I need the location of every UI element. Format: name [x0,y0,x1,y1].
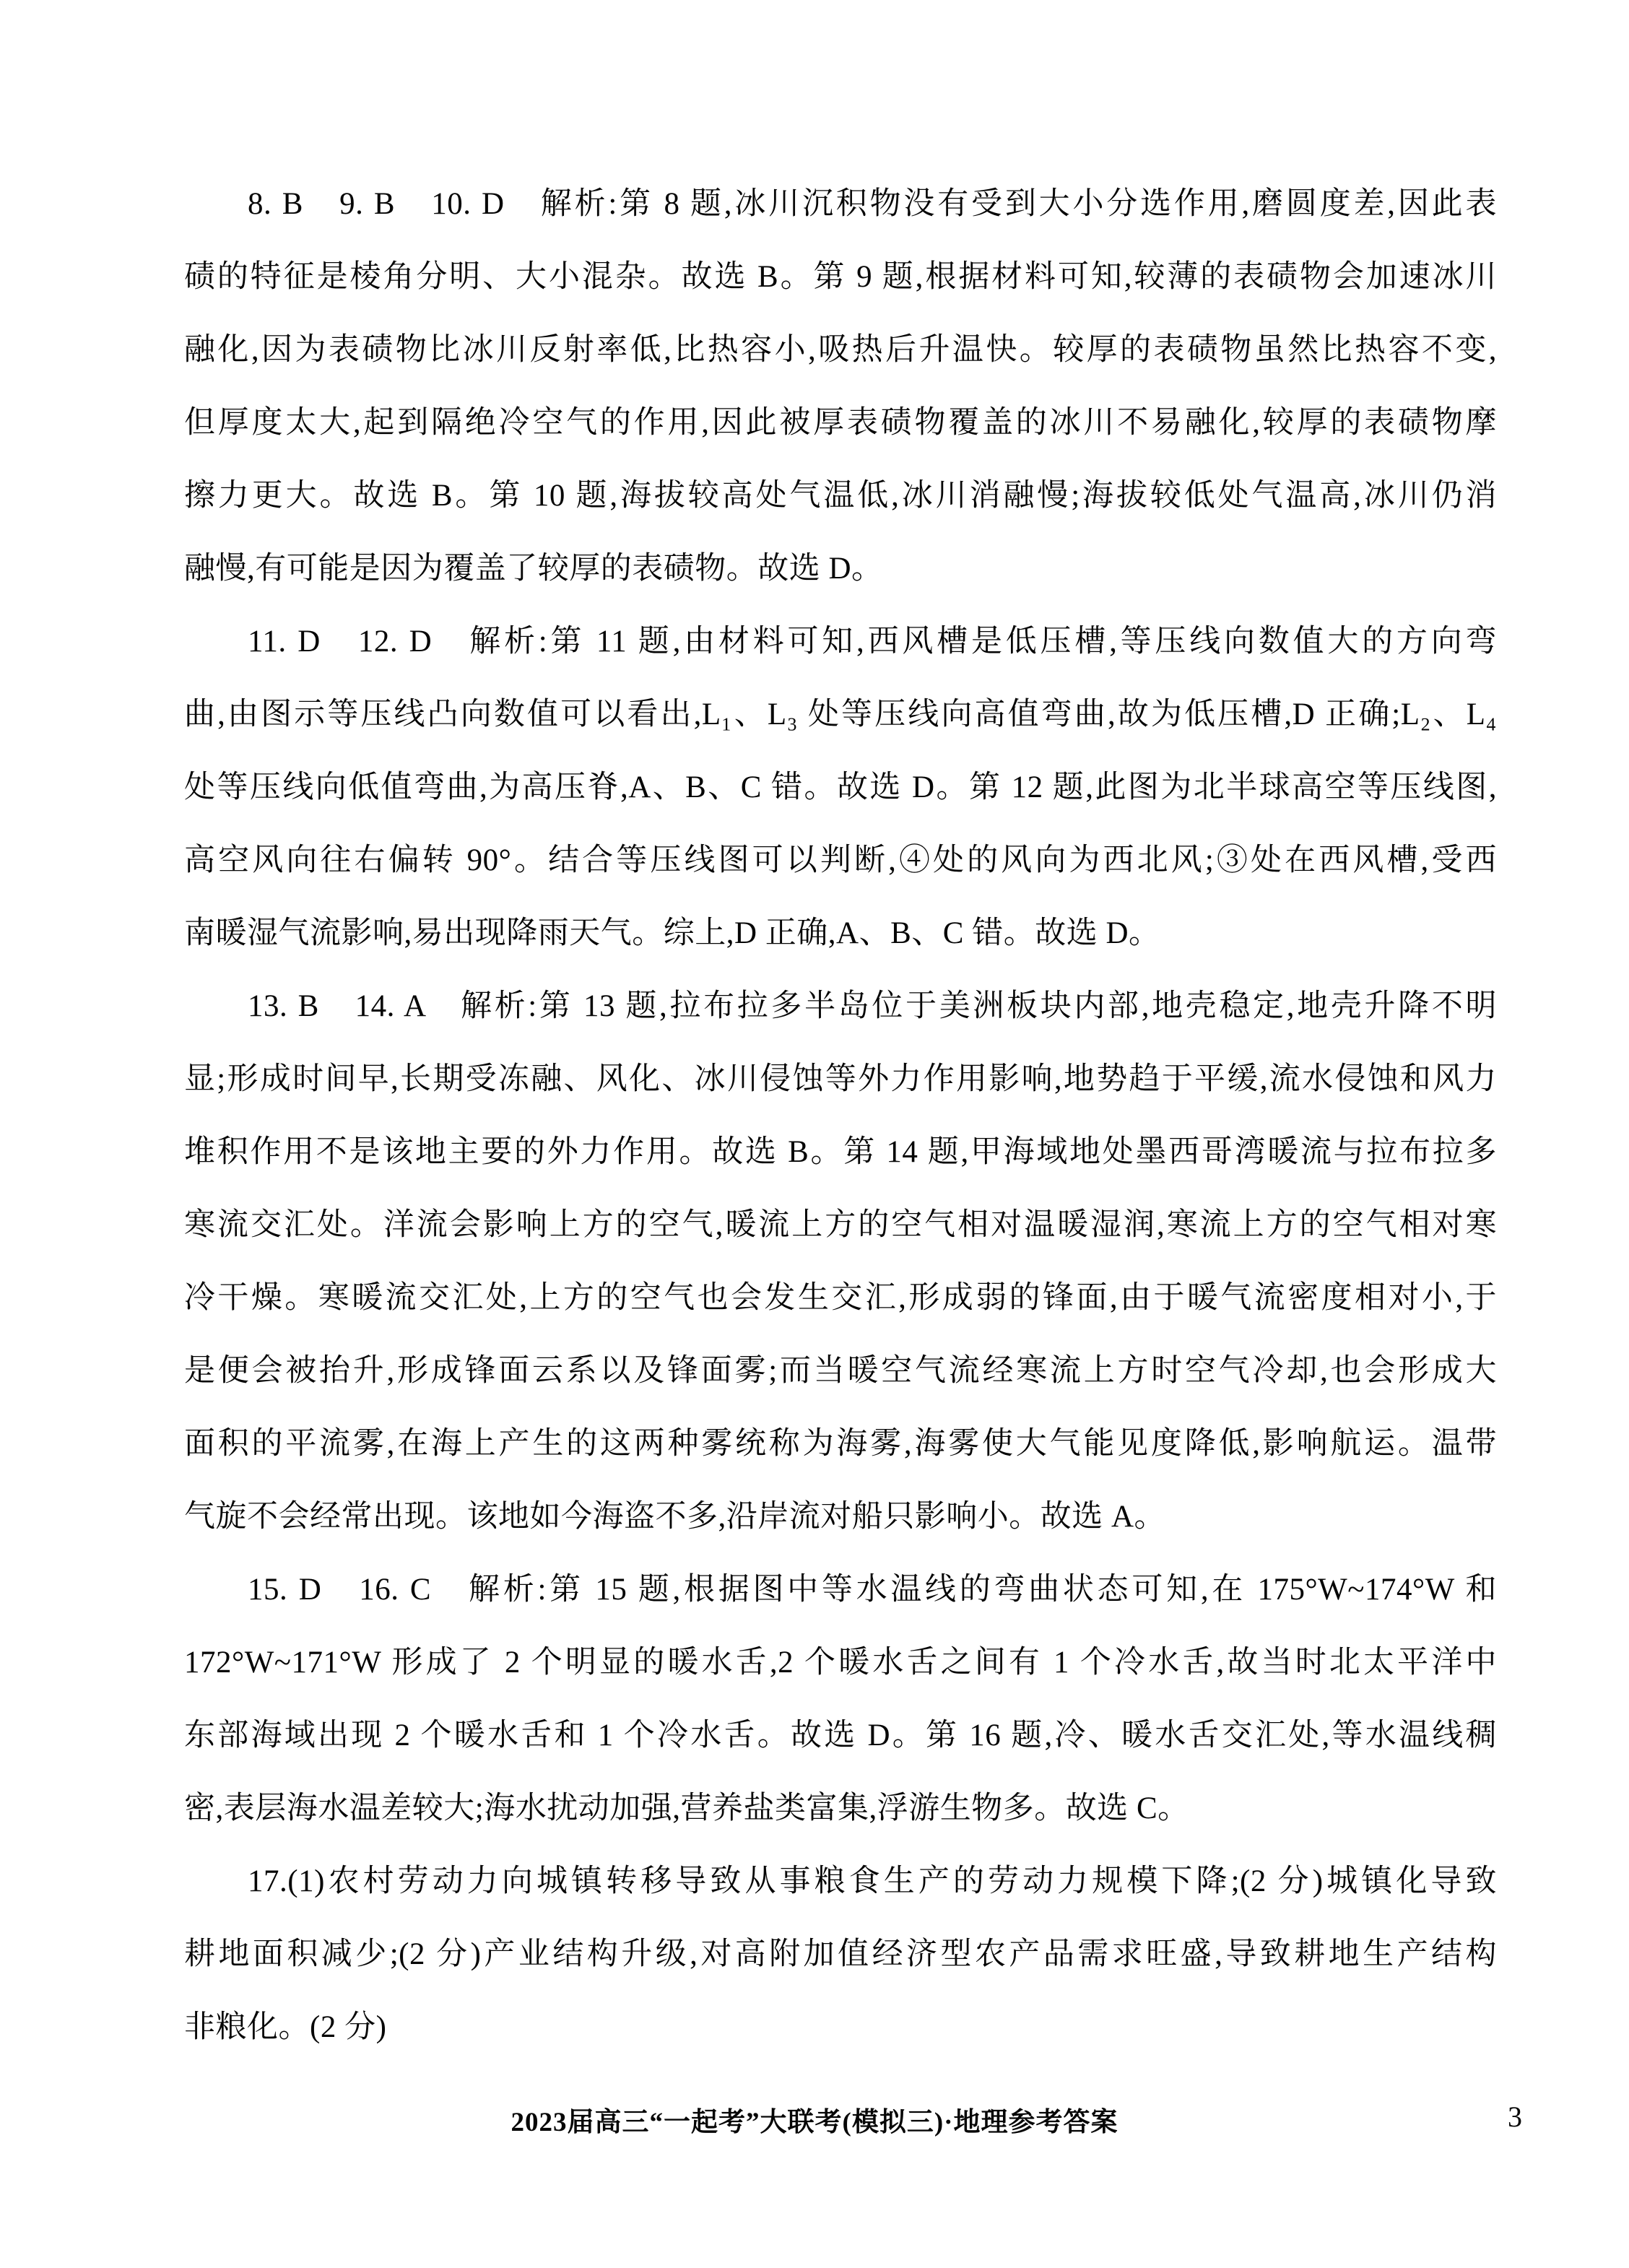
text-line: 13. B 14. A 解析:第 13 题,拉布拉多半岛位于美洲板块内部,地壳稳定,地壳升降不明 [248,989,1497,1023]
text-line: 是便会被抬升,形成锋面云系以及锋面雾;而当暖空气流经寒流上方时空气冷却,也会形成大 [184,1354,1497,1388]
text-line: 非粮化。(2 分) [184,2010,387,2044]
text-line: 但厚度太大,起到隔绝冷空气的作用,因此被厚表碛物覆盖的冰川不易融化,较厚的表碛物摩 [184,406,1497,440]
text-line: 处等压线向低值弯曲,为高压脊,A、B、C 错。故选 D。第 12 题,此图为北半球高空等压线图, [184,770,1497,804]
text-line: 气旋不会经常出现。该地如今海盗不多,沿岸流对船只影响小。故选 A。 [184,1500,1166,1534]
text-line: 融慢,有可能是因为覆盖了较厚的表碛物。故选 D。 [184,552,883,586]
text-line: 曲,由图示等压线凸向数值可以看出,L₁、L₃ 处等压线向高值弯曲,故为低压槽,D 正确;L₂、L₄ [184,698,1497,731]
text-line: 南暖湿气流影响,易出现降雨天气。综上,D 正确,A、B、C 错。故选 D。 [184,916,1160,950]
text-line: 面积的平流雾,在海上产生的这两种雾统称为海雾,海雾使大气能见度降低,影响航运。温带 [184,1427,1497,1461]
text-line: 碛的特征是棱角分明、大小混杂。故选 B。第 9 题,根据材料可知,较薄的表碛物会加速冰川 [184,260,1497,294]
text-line: 高空风向往右偏转 90°。结合等压线图可以判断,④处的风向为西北风;③处在西风槽,受西 [184,843,1497,877]
text-line: 17.(1)农村劳动力向城镇转移导致从事粮食生产的劳动力规模下降;(2 分)城镇化导致 [248,1864,1497,1898]
footer-title: 2023届高三“一起考”大联考(模拟三)·地理参考答案 [511,2108,1118,2137]
text-line: 8. B 9. B 10. D 解析:第 8 题,冰川沉积物没有受到大小分选作用,磨圆度差,因此表 [248,187,1497,221]
text-line: 擦力更大。故选 B。第 10 题,海拔较高处气温低,冰川消融慢;海拔较低处气温高,冰川仍消 [184,479,1497,513]
text-line: 显;形成时间早,长期受冻融、风化、冰川侵蚀等外力作用影响,地势趋于平缓,流水侵蚀和风力 [184,1062,1497,1096]
text-line: 密,表层海水温差较大;海水扰动加强,营养盐类富集,浮游生物多。故选 C。 [184,1791,1189,1825]
text-line: 堆积作用不是该地主要的外力作用。故选 B。第 14 题,甲海域地处墨西哥湾暖流与拉布拉多 [184,1135,1497,1169]
text-line: 融化,因为表碛物比冰川反射率低,比热容小,吸热后升温快。较厚的表碛物虽然比热容不变, [184,333,1497,367]
page-footer [0,2100,1629,2143]
text-line: 11. D 12. D 解析:第 11 题,由材料可知,西风槽是低压槽,等压线向数值大的方向弯 [248,625,1497,659]
text-line: 寒流交汇处。洋流会影响上方的空气,暖流上方的空气相对温暖湿润,寒流上方的空气相对寒 [184,1208,1497,1242]
answer-text [184,168,1497,2064]
text-line: 172°W~171°W 形成了 2 个明显的暖水舌,2 个暖水舌之间有 1 个冷水舌,故当时北太平洋中 [184,1646,1497,1680]
text-line: 15. D 16. C 解析:第 15 题,根据图中等水温线的弯曲状态可知,在 175°W~174°W 和 [248,1573,1497,1607]
text-line: 冷干燥。寒暖流交汇处,上方的空气也会发生交汇,形成弱的锋面,由于暖气流密度相对小,于 [184,1281,1497,1315]
page-number: 3 [1508,2100,1522,2133]
text-line: 东部海域出现 2 个暖水舌和 1 个冷水舌。故选 D。第 16 题,冷、暖水舌交汇处,等水温线稠 [184,1719,1497,1752]
text-line: 耕地面积减少;(2 分)产业结构升级,对高附加值经济型农产品需求旺盛,导致耕地生产结构 [184,1937,1497,1971]
